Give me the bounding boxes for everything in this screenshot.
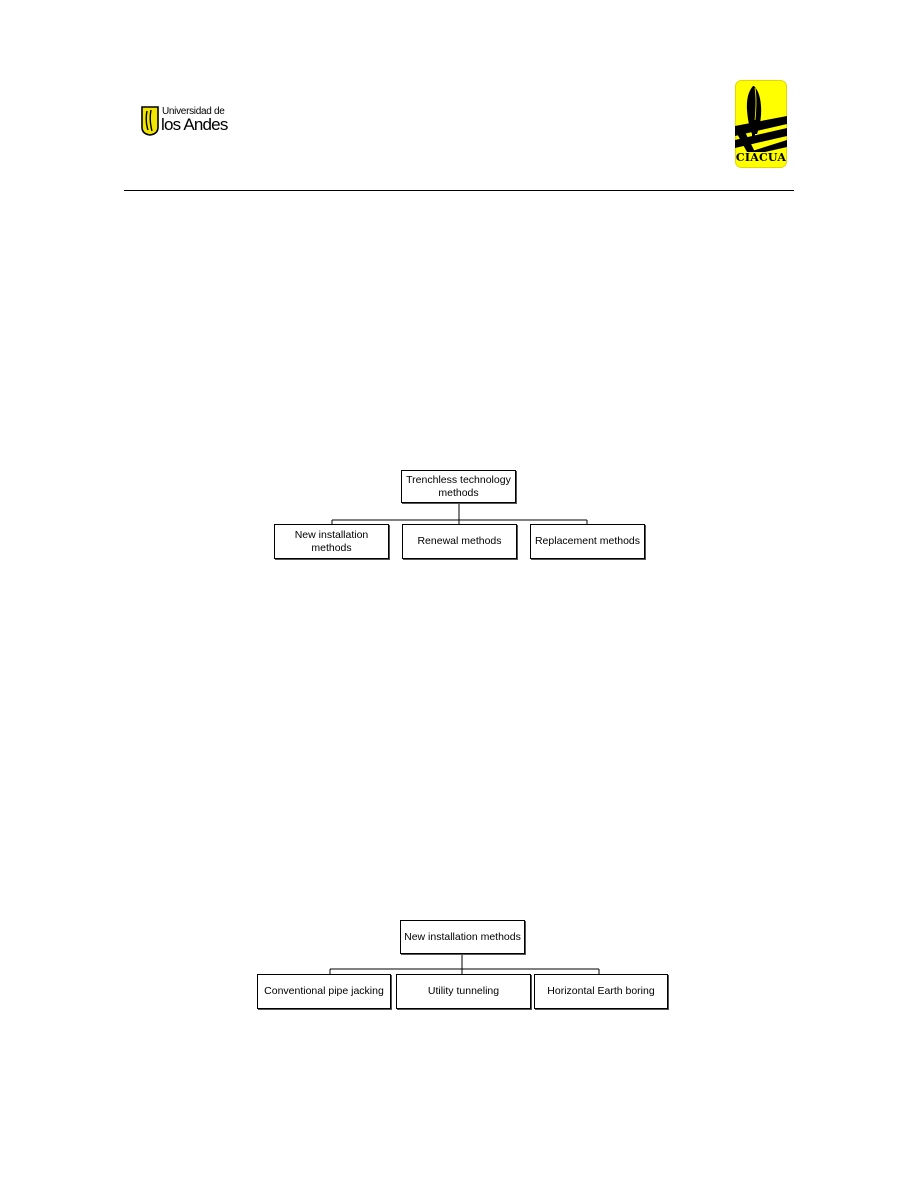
- diagram2-child-node: [257, 974, 391, 1009]
- diagram1-child-label: New installation methods: [294, 528, 369, 554]
- diagram2-child-label: Conventional pipe jacking: [264, 985, 384, 997]
- diagram1-child-label: Renewal methods: [417, 535, 502, 547]
- diagram2-root-label: New installation methods: [404, 930, 521, 943]
- diagram2-root-node: [400, 920, 525, 954]
- uniandes-logo-line2: los Andes: [161, 115, 228, 134]
- diagram2-child-label: Utility tunneling: [427, 985, 500, 997]
- diagram1-child-label: Replacement methods: [534, 535, 641, 547]
- diagram2-child-node: [396, 974, 531, 1009]
- uniandes-logo-line1: Universidad de: [162, 106, 225, 117]
- diagram1-root-label: Trenchless technology methods: [406, 473, 511, 499]
- diagram2-child-node: [534, 974, 668, 1009]
- diagram2-child-label: Horizontal Earth boring: [547, 985, 655, 997]
- ciacua-logo-text: CIACUA: [735, 151, 787, 164]
